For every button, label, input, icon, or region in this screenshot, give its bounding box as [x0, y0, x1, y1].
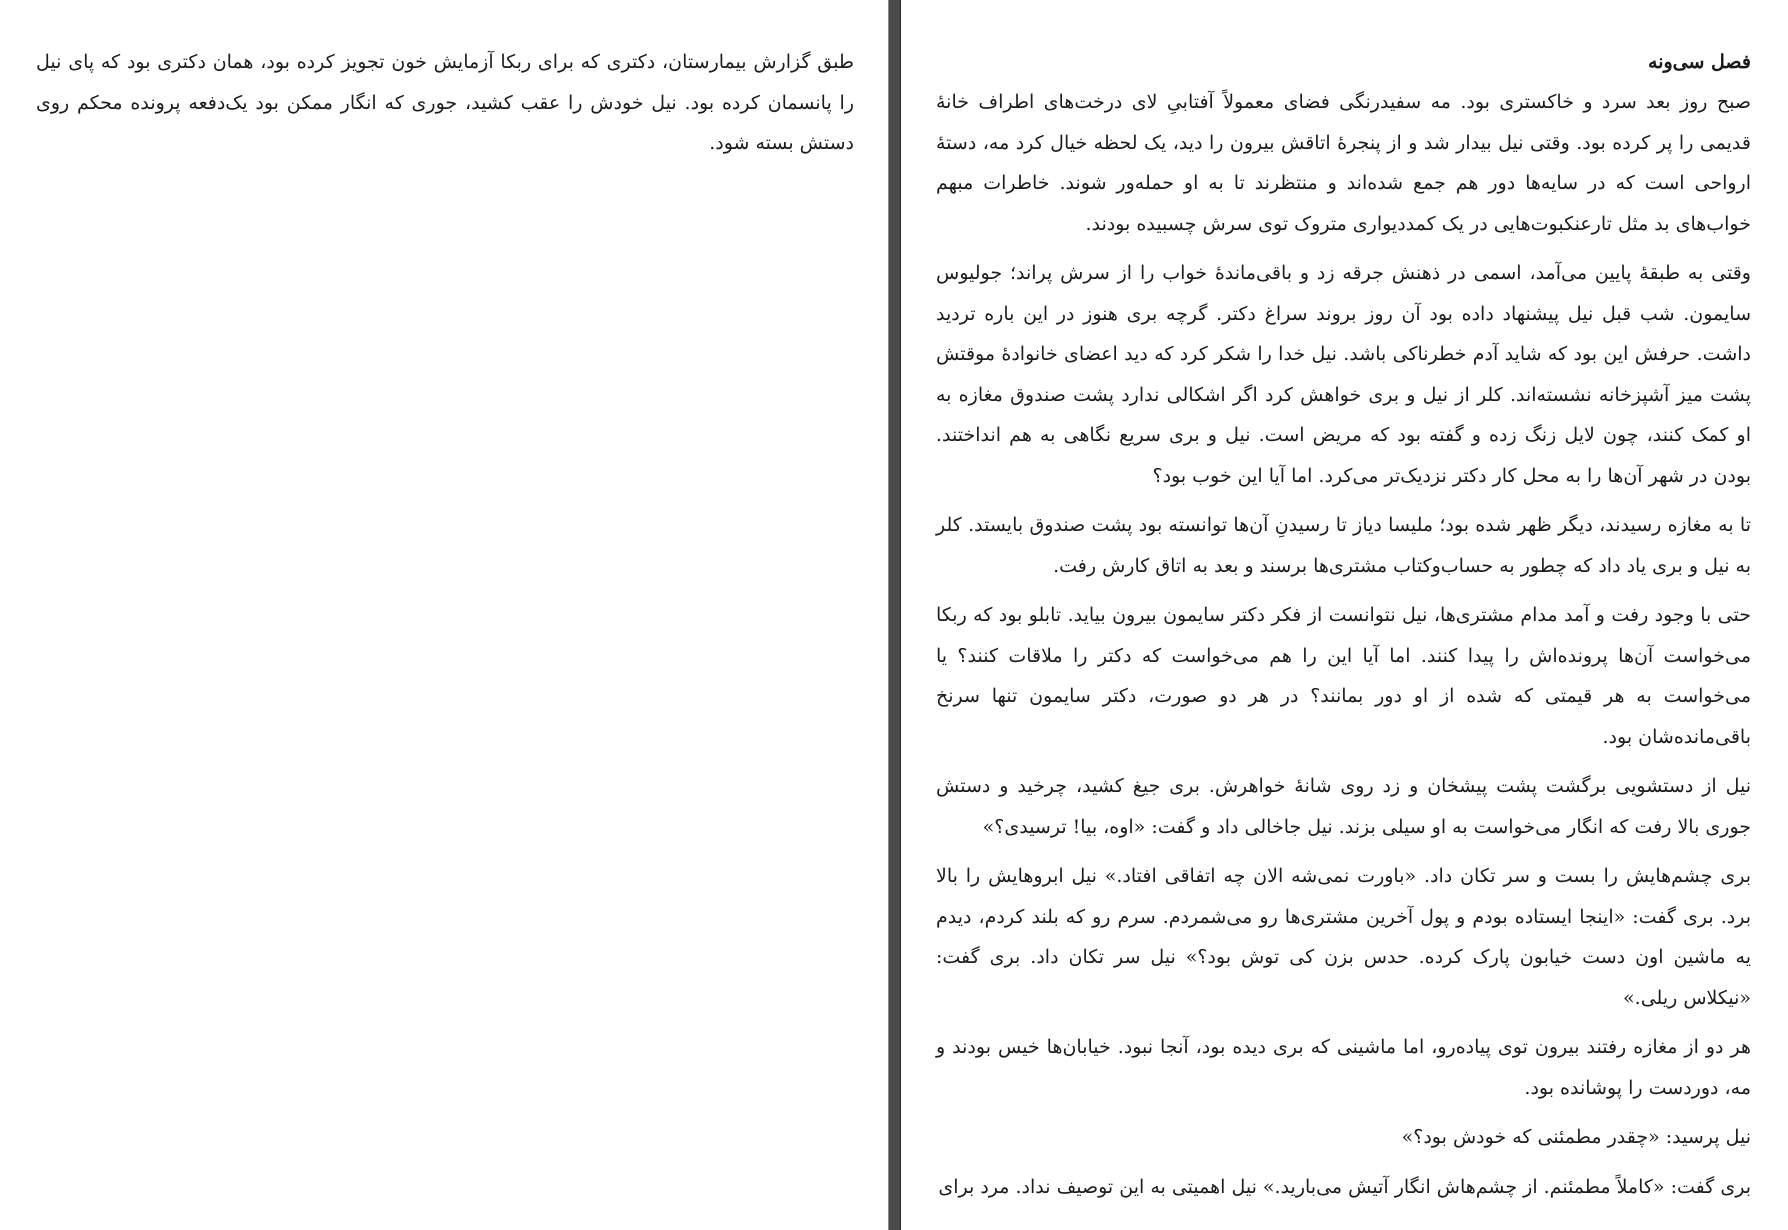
- right-paragraph-4: حتی با وجود رفت و آمد مدام مشتری‌ها، نیل نتوانست از فکر دکتر سایمون بیرون بیاید. تابلو بود که ربکا می‌خواست آن‌ها پرونده‌اش را پیدا کنند. اما آیا این را هم می‌خواست که دکتر را ملاقات کنند؟ یا می‌خواست به هر قیمتی که شده از او دور بمانند؟ در هر دو صورت، دکتر سایمون تنها سرنخ باقی‌مانده‌شان بود.: [936, 604, 1751, 748]
- left-page-text: [36, 42, 854, 164]
- right-paragraph-8: نیل پرسید: «چقدر مطمئنی که خودش بود؟»: [1401, 1126, 1751, 1148]
- page-gutter-divider: [888, 0, 901, 1230]
- right-paragraph-7: هر دو از مغازه رفتند بیرون توی پیاده‌رو، اما ماشینی که بری دیده بود، آنجا نبود. خیابان‌ها خیس بودند و مه، دوردست را پوشانده بود.: [936, 1036, 1751, 1099]
- right-paragraph-3: تا به مغازه رسیدند، دیگر ظهر شده بود؛ ملیسا دیاز تا رسیدنِ آن‌ها توانسته بود پشت صندوق بایستد. کلر به نیل و بری یاد داد که چطور به حساب‌وکتاب مشتری‌ها برسند و بعد به اتاق کارش رفت.: [936, 514, 1751, 577]
- right-paragraph-1: صبح روز بعد سرد و خاکستری بود. مه سفیدرنگی فضای معمولاً آفتابیِ لای درخت‌های اطراف خانهٔ قدیمی را پر کرده بود. وقتی نیل بیدار شد و از پنجرهٔ اتاقش بیرون را دید، یک لحظه خیال کرد مه، دستهٔ ارواحی است که در سایه‌ها دور هم جمع شده‌اند و منتظرند تا به او حمله‌ور شوند. خاطرات مبهم خواب‌های بد مثل تارعنکبوت‌هایی در یک کمددیواری متروک توی سرش چسبیده بودند.: [936, 91, 1751, 235]
- right-paragraph-5: نیل از دستشویی برگشت پشت پیشخان و زد روی شانهٔ خواهرش. بری جیغ کشید، چرخید و دستش جوری بالا رفت که انگار می‌خواست به او سیلی بزند. نیل جاخالی داد و گفت: «اوه، بیا! ترسیدی؟»: [936, 775, 1751, 838]
- right-paragraph-6: بری چشم‌هایش را بست و سر تکان داد. «باورت نمی‌شه الان چه اتفاقی افتاد.» نیل ابروهایش را بالا برد. بری گفت: «اینجا ایستاده بودم و پول آخرین مشتری‌ها رو می‌شمردم. سرم رو که بلند کردم، دیدم یه ماشین اون دست خیابون پارک کرده. حدس بزن کی توش بود؟» نیل سر تکان داد. بری گفت: «نیکلاس ریلی.»: [936, 865, 1751, 1009]
- right-paragraph-2: وقتی به طبقهٔ پایین می‌آمد، اسمی در ذهنش جرقه زد و باقی‌ماندهٔ خواب را از سرش پراند؛ جولیوس سایمون. شب قبل نیل پیشنهاد داده بود آن روز بروند سراغ دکتر. گرچه بری هنوز در این باره تردید داشت. حرفش این بود که شاید آدم خطرناکی باشد. نیل خدا را شکر کرد که دید اعضای خانوادهٔ موقتش پشت میز آشپزخانه نشسته‌اند. کلر از نیل و بری خواهش کرد اگر اشکالی ندارد پشت صندوق مغازه به او کمک کنند، چون لایل زنگ زده و گفته بود که مریض است. نیل و بری سریع نگاهی به هم انداختند. بودن در شهر آن‌ها را به محل کار دکتر نزدیک‌تر می‌کرد. اما آیا این خوب بود؟: [936, 262, 1751, 487]
- right-page: [901, 0, 1788, 1230]
- right-paragraph-9: بری گفت: «کاملاً مطمئنم. از چشم‌هاش انگار آتیش می‌بارید.» نیل اهمیتی به این توصیف نداد. مرد برای: [938, 1175, 1751, 1198]
- right-page-text: [936, 42, 1751, 1207]
- left-paragraph-1: طبق گزارش بیمارستان، دکتری که برای ربکا آزمایش خون تجویز کرده بود، همان دکتری بود که پای نیل را پانسمان کرده بود. نیل خودش را عقب کشید، جوری که انگار ممکن بود یک‌دفعه پرونده محکم روی دستش بسته شود.: [36, 51, 854, 154]
- chapter-title: فصل سی‌ونه: [1648, 51, 1751, 73]
- left-page: [0, 0, 888, 1230]
